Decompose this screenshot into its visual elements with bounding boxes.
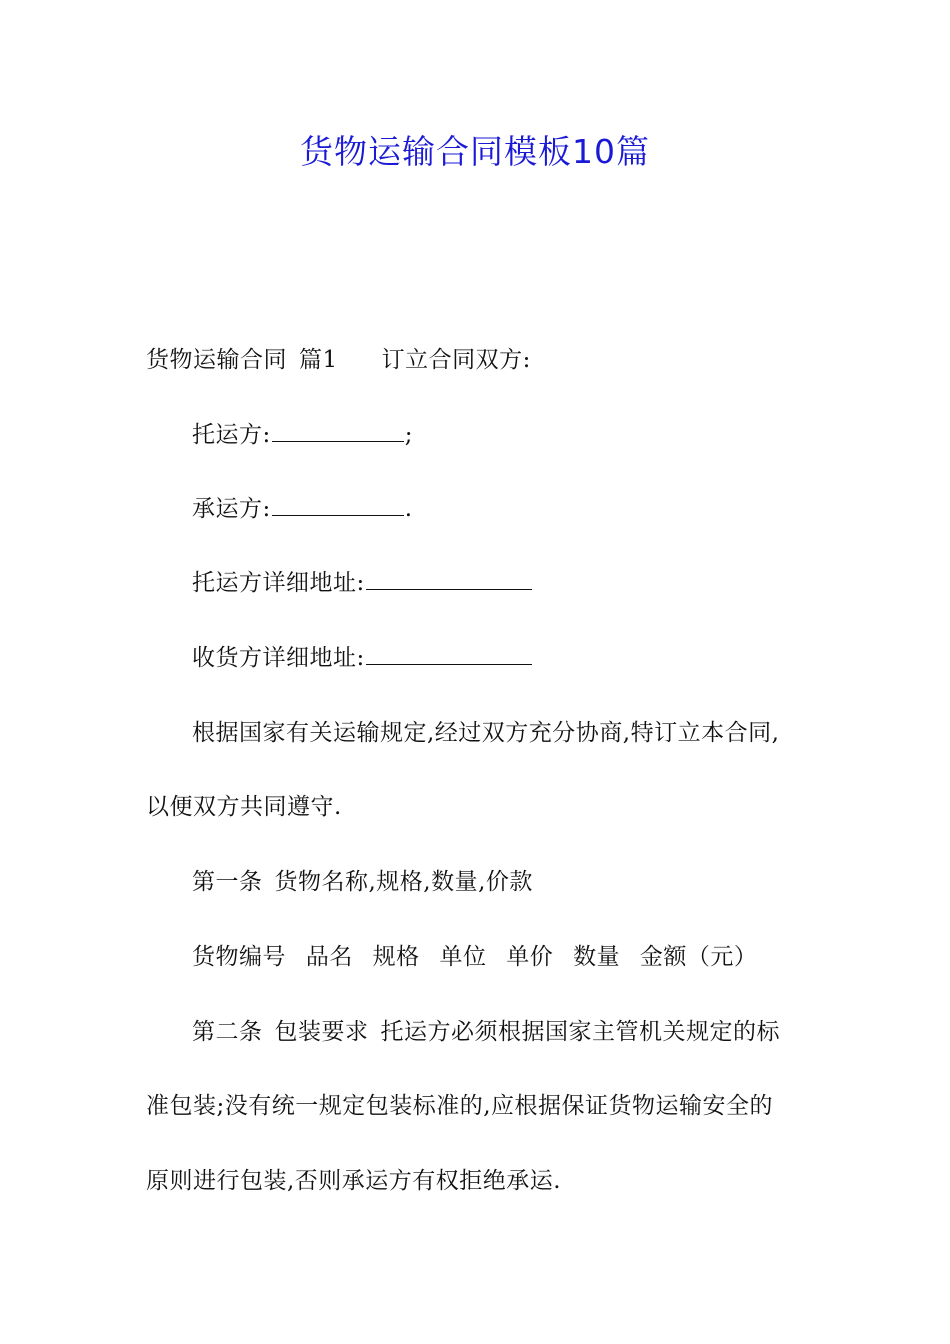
carrier-end: . xyxy=(404,496,413,522)
shipper-blank xyxy=(272,421,404,442)
shipper-address-blank xyxy=(366,569,532,590)
shipper-address-label: 托运方详细地址: xyxy=(192,570,365,596)
goods-column: 数量 xyxy=(573,944,621,970)
article-2-number: 第二条 xyxy=(192,1019,263,1045)
article-2-title: 包装要求 xyxy=(274,1019,369,1045)
preamble-line-1: 根据国家有关运输规定,经过双方充分协商,特订立本合同, xyxy=(192,720,780,746)
article-1-title: 货物名称,规格,数量,价款 xyxy=(274,869,533,895)
goods-column: 品名 xyxy=(305,944,353,970)
article-2-text-1: 托运方必须根据国家主管机关规定的标 xyxy=(380,1019,780,1045)
article-2-line-2: 准包装;没有统一规定包装标准的,应根据保证货物运输安全的 xyxy=(146,1093,774,1119)
shipper-address-line xyxy=(192,566,533,600)
goods-column: 规格 xyxy=(372,944,420,970)
article-2-line-3: 原则进行包装,否则承运方有权拒绝承运. xyxy=(146,1168,562,1194)
shipper-end: ; xyxy=(404,422,413,448)
goods-column: 单价 xyxy=(506,944,554,970)
article-2-line-1 xyxy=(192,1015,780,1049)
consignee-address-blank xyxy=(366,644,532,665)
carrier-blank xyxy=(272,495,404,516)
document-title: 货物运输合同模板10篇 xyxy=(300,132,650,171)
section-number: 篇1 xyxy=(299,347,338,373)
article-1-number: 第一条 xyxy=(192,869,263,895)
goods-column: 货物编号 xyxy=(192,944,286,970)
parties-intro: 订立合同双方: xyxy=(381,347,531,373)
section-heading: 货物运输合同 xyxy=(146,347,287,373)
consignee-address-line xyxy=(192,641,533,675)
shipper-label: 托运方: xyxy=(192,422,271,448)
shipper-line xyxy=(192,418,413,452)
carrier-line xyxy=(192,492,413,526)
article-1-line xyxy=(192,865,533,899)
goods-column: 单位 xyxy=(439,944,487,970)
goods-columns-line xyxy=(192,940,757,974)
preamble-line-2: 以便双方共同遵守. xyxy=(146,794,342,820)
section-heading-line xyxy=(146,343,531,377)
consignee-address-label: 收货方详细地址: xyxy=(192,645,365,671)
carrier-label: 承运方: xyxy=(192,496,271,522)
goods-column: 金额（元） xyxy=(639,944,758,970)
